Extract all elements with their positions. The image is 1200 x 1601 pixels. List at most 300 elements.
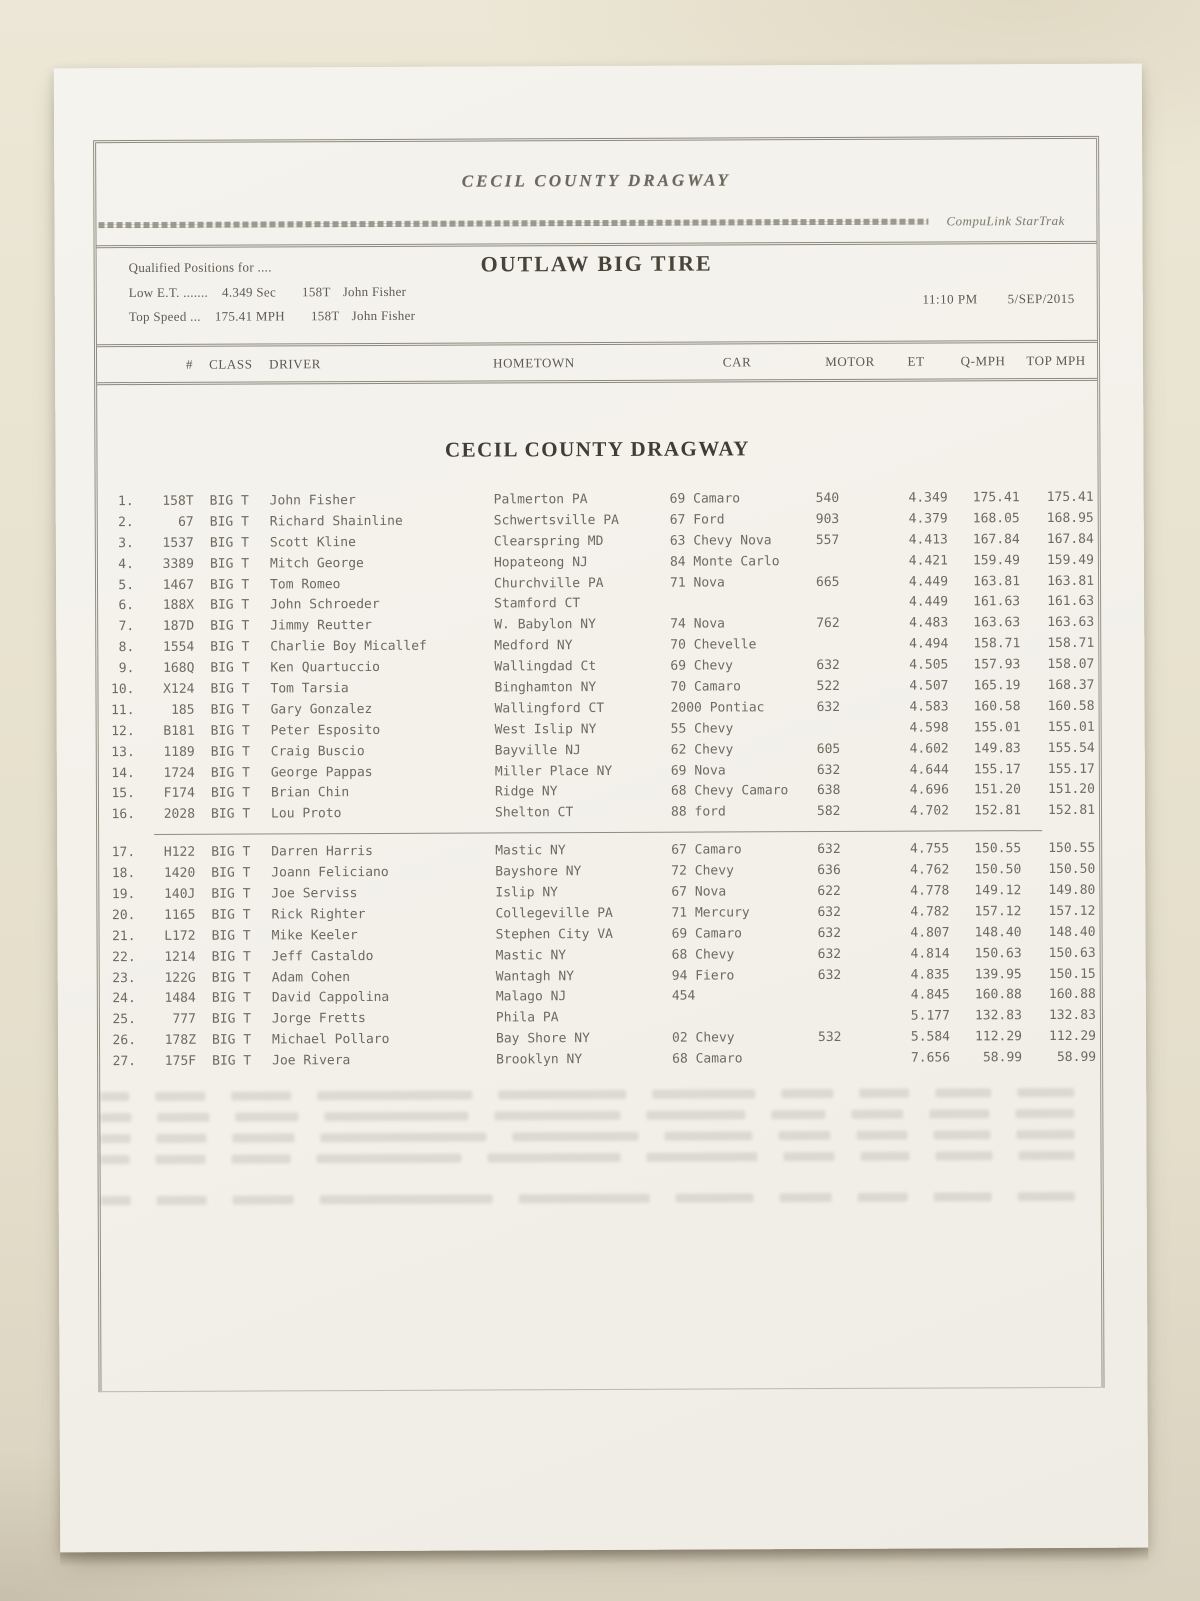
- cell-top: 158.07: [1047, 656, 1095, 673]
- column-header: DRIVER: [269, 355, 322, 371]
- cell-hometown: Islip NY: [495, 885, 559, 901]
- cell-hometown: Mastic NY: [495, 947, 567, 964]
- dotted-rule: [98, 219, 928, 229]
- cell-num: 140J: [164, 886, 196, 902]
- cell-cls: BIG T: [211, 949, 251, 965]
- cell-cls: BIG T: [209, 577, 250, 593]
- page-border-frame: [93, 136, 1104, 1392]
- cell-hometown: West Islip NY: [494, 721, 597, 738]
- cell-cls: BIG T: [210, 785, 251, 802]
- cell-driver: Charlie Boy Micallef: [270, 638, 427, 655]
- cell-num: 1189: [163, 744, 195, 760]
- cell-motor: 540: [815, 490, 840, 506]
- cell-rank: 21.: [112, 928, 136, 944]
- cell-qmph: 58.99: [982, 1050, 1023, 1066]
- cell-cls: BIG T: [211, 907, 251, 923]
- print-datetime: [922, 291, 1074, 308]
- cell-hometown: Hopateong NJ: [493, 554, 588, 571]
- cell-qmph: 132.83: [974, 1008, 1022, 1024]
- cell-top: 155.17: [1047, 761, 1095, 777]
- cell-driver: Darren Harris: [271, 844, 373, 860]
- cell-car: 74 Nova: [670, 616, 726, 632]
- top-speed-label: Top Speed ...: [128, 308, 201, 325]
- cell-car: 67 Camaro: [671, 842, 742, 858]
- separator-rule-row: [96, 213, 1096, 233]
- cell-et: 4.782: [910, 904, 950, 920]
- cell-top: 167.84: [1046, 531, 1094, 547]
- cell-driver: Jeff Castaldo: [271, 948, 374, 965]
- ghost-text-smudge: [512, 1132, 639, 1142]
- cell-top: 175.41: [1046, 489, 1094, 505]
- ghost-text-smudge: [935, 1088, 992, 1097]
- printed-sheet: [54, 64, 1148, 1553]
- low-et-value: 4.349 Sec: [222, 284, 277, 300]
- cell-num: 1214: [164, 949, 196, 965]
- cell-driver: Ken Quartuccio: [270, 660, 380, 676]
- cell-motor: 605: [816, 741, 841, 757]
- ghost-text-smudge: [235, 1112, 298, 1121]
- cell-cls: BIG T: [211, 928, 251, 944]
- cell-top: 151.20: [1047, 782, 1095, 798]
- cell-rank: 7.: [118, 619, 135, 635]
- cell-qmph: 152.81: [974, 803, 1022, 819]
- results-section-title: CECIL COUNTY DRAGWAY: [444, 436, 750, 462]
- cell-hometown: Bay Shore NY: [495, 1031, 590, 1047]
- cell-cls: BIG T: [211, 990, 252, 1007]
- cell-driver: Joe Rivera: [272, 1053, 351, 1069]
- cell-motor: 632: [816, 658, 840, 674]
- cell-hometown: Brooklyn NY: [496, 1052, 583, 1068]
- cell-hometown: Churchville PA: [493, 575, 604, 591]
- cell-qmph: 158.71: [973, 636, 1021, 652]
- cell-motor: 762: [816, 616, 840, 632]
- cell-top: 158.71: [1047, 636, 1095, 652]
- low-et-car-number: 158T: [301, 284, 331, 300]
- ghost-row: [101, 1186, 1101, 1211]
- ghost-text-smudge: [494, 1111, 620, 1121]
- cell-qmph: 157.12: [974, 904, 1022, 920]
- cell-qmph: 161.63: [973, 594, 1021, 610]
- column-header: #: [185, 356, 194, 372]
- cell-rank: 4.: [118, 556, 134, 572]
- cell-et: 4.762: [910, 862, 950, 878]
- cell-top: 150.63: [1048, 945, 1096, 961]
- cell-hometown: Binghamton NY: [494, 679, 597, 696]
- cell-car: 69 Camaro: [671, 926, 743, 942]
- cell-rank: 22.: [112, 949, 136, 965]
- ghost-text-smudge: [157, 1113, 209, 1122]
- cell-cls: BIG T: [211, 1011, 252, 1028]
- cell-qmph: 168.05: [972, 510, 1020, 527]
- cell-car: 62 Chevy: [670, 742, 734, 758]
- cell-hometown: Phila PA: [495, 1010, 559, 1026]
- ghost-text-smudge: [782, 1089, 834, 1098]
- cell-top: 157.12: [1048, 903, 1096, 919]
- ghost-text-smudge: [929, 1109, 988, 1118]
- cell-car: 71 Mercury: [671, 905, 750, 921]
- ghost-text-smudge: [320, 1132, 486, 1142]
- cell-motor: 638: [816, 783, 841, 799]
- ghost-text-smudge: [646, 1110, 745, 1119]
- ghost-text-smudge: [101, 1155, 130, 1164]
- ghost-text-smudge: [646, 1152, 757, 1161]
- cell-num: 168Q: [163, 660, 195, 676]
- cell-hometown: Wallingdad Ct: [494, 659, 597, 675]
- cell-driver: Jorge Fretts: [271, 1011, 366, 1027]
- cell-rank: 19.: [111, 887, 136, 903]
- cell-car: 67 Nova: [671, 884, 727, 900]
- column-header: CAR: [722, 353, 752, 369]
- ghost-text-smudge: [100, 1092, 129, 1101]
- cell-driver: Craig Buscio: [270, 743, 365, 760]
- cell-rank: 5.: [118, 577, 135, 593]
- ghost-text-smudge: [653, 1089, 756, 1098]
- column-header: ET: [907, 353, 925, 369]
- cell-rank: 27.: [112, 1054, 137, 1070]
- cell-hometown: Wallingford CT: [494, 700, 605, 717]
- cell-qmph: 159.49: [972, 552, 1020, 568]
- timing-system-label: CompuLink StarTrak: [946, 212, 1065, 229]
- cell-car: 02 Chevy: [671, 1030, 735, 1046]
- table-row: [99, 800, 1099, 825]
- ghost-text-smudge: [100, 1113, 131, 1122]
- cell-top: 160.58: [1047, 698, 1095, 714]
- cell-motor: 636: [817, 863, 841, 879]
- cell-driver: Jimmy Reutter: [270, 618, 372, 634]
- cell-et: 4.696: [909, 782, 949, 799]
- top-speed-car-number: 158T: [310, 308, 340, 324]
- column-headers: [97, 343, 1097, 385]
- ghost-text-smudge: [498, 1090, 627, 1100]
- results-table-body: [98, 487, 1101, 1072]
- cell-driver: Michael Pollaro: [271, 1032, 390, 1048]
- cell-car: 94 Fiero: [671, 967, 735, 984]
- cell-num: H122: [163, 844, 196, 861]
- cell-rank: 1.: [117, 493, 134, 510]
- cell-num: 1724: [163, 765, 195, 781]
- cell-et: 4.755: [910, 841, 950, 857]
- ghost-text-smudge: [233, 1133, 294, 1142]
- cell-et: 4.379: [908, 511, 948, 527]
- ghost-text-smudge: [519, 1194, 649, 1204]
- top-speed-value: 175.41 MPH: [214, 308, 286, 324]
- top-speed-driver: John Fisher: [351, 307, 416, 324]
- cell-cls: BIG T: [209, 535, 250, 551]
- cell-top: 168.95: [1046, 510, 1094, 526]
- ghost-text-smudge: [771, 1110, 825, 1119]
- cell-rank: 18.: [111, 866, 136, 882]
- cell-et: 4.449: [908, 573, 949, 590]
- cell-et: 4.598: [909, 720, 949, 736]
- ghost-text-smudge: [1017, 1130, 1075, 1139]
- ghost-text-smudge: [155, 1092, 205, 1101]
- cell-motor: 622: [817, 883, 841, 900]
- cell-motor: 632: [817, 904, 841, 920]
- ghost-text-smudge: [156, 1154, 206, 1163]
- column-header: TOP MPH: [1026, 352, 1086, 368]
- cell-cls: BIG T: [210, 597, 250, 614]
- cell-rank: 23.: [112, 970, 136, 986]
- cell-et: 4.702: [909, 803, 950, 819]
- paper-bottom-shadow: [60, 1548, 1148, 1567]
- cell-rank: 9.: [118, 661, 135, 677]
- cell-hometown: Stamford CT: [494, 596, 581, 612]
- cell-cls: BIG T: [211, 844, 251, 860]
- cell-cls: BIG T: [209, 556, 250, 572]
- cell-driver: Tom Tarsia: [270, 681, 349, 697]
- cell-cls: BIG T: [210, 744, 250, 760]
- cell-rank: 14.: [111, 765, 135, 781]
- cell-qmph: 149.12: [974, 883, 1022, 899]
- cell-et: 4.421: [908, 553, 948, 569]
- cell-top: 150.15: [1048, 966, 1096, 982]
- cell-num: 3389: [162, 556, 194, 572]
- ghost-text-smudge: [1018, 1151, 1074, 1160]
- cell-qmph: 155.17: [973, 761, 1021, 777]
- cell-et: 4.349: [908, 490, 948, 506]
- cell-num: 1484: [164, 991, 196, 1007]
- low-et-driver: John Fisher: [342, 283, 407, 300]
- cell-rank: 26.: [112, 1033, 137, 1049]
- cell-top: 155.01: [1047, 719, 1095, 735]
- ghost-text-smudge: [317, 1091, 472, 1101]
- cell-et: 4.449: [908, 594, 949, 611]
- cell-rank: 2.: [118, 514, 134, 530]
- ghost-text-smudge: [1015, 1109, 1074, 1118]
- cell-top: 160.88: [1048, 987, 1096, 1003]
- cell-top: 150.55: [1048, 841, 1096, 857]
- cell-rank: 16.: [111, 807, 136, 823]
- cell-cls: BIG T: [211, 970, 251, 986]
- cell-rank: 17.: [111, 845, 136, 861]
- cell-top: 163.81: [1047, 573, 1095, 589]
- column-header: CLASS: [209, 356, 253, 372]
- cell-et: 4.807: [910, 925, 950, 941]
- cell-top: 168.37: [1047, 677, 1095, 694]
- cell-cls: BIG T: [212, 1053, 252, 1069]
- cell-driver: Gary Gonzalez: [270, 701, 373, 718]
- ghost-text-smudge: [936, 1151, 992, 1160]
- ghost-text-smudge: [1018, 1088, 1075, 1097]
- cell-hometown: Shelton CT: [494, 805, 574, 821]
- cell-qmph: 149.83: [973, 740, 1021, 756]
- cell-driver: Lou Proto: [270, 806, 342, 822]
- cell-car: 69 Nova: [670, 762, 726, 779]
- cell-qmph: 167.84: [972, 531, 1020, 548]
- cell-num: 158T: [162, 493, 194, 509]
- ghost-text-smudge: [675, 1194, 753, 1203]
- cell-rank: 20.: [111, 907, 136, 923]
- cell-driver: John Schroeder: [270, 597, 380, 613]
- cell-car: 68 Chevy Camaro: [670, 783, 789, 800]
- cell-hometown: Bayshore NY: [495, 864, 582, 880]
- cell-cls: BIG T: [211, 865, 251, 881]
- ghost-text-smudge: [324, 1111, 468, 1121]
- cell-num: 122G: [164, 970, 196, 986]
- cell-rank: 11.: [111, 702, 135, 718]
- cell-car: 68 Camaro: [672, 1051, 743, 1067]
- cell-motor: 532: [817, 1030, 842, 1046]
- ghost-text-smudge: [856, 1130, 907, 1139]
- cell-num: 185: [171, 702, 195, 718]
- cell-top: 148.40: [1048, 924, 1096, 940]
- cell-cls: BIG T: [210, 639, 250, 655]
- ghost-text-smudge: [860, 1151, 910, 1160]
- cell-hometown: Malago NJ: [495, 989, 567, 1005]
- column-header: HOMETOWN: [493, 354, 575, 370]
- cell-num: 187D: [162, 619, 195, 635]
- cell-driver: Mike Keeler: [271, 927, 358, 944]
- ghost-text-smudge: [778, 1131, 830, 1140]
- cell-et: 4.494: [909, 636, 949, 652]
- cell-cls: BIG T: [210, 806, 251, 822]
- cell-qmph: 112.29: [975, 1029, 1023, 1045]
- cell-rank: 8.: [118, 640, 135, 656]
- cell-num: 178Z: [164, 1032, 197, 1049]
- cell-rank: 13.: [111, 744, 135, 760]
- cell-top: 155.54: [1047, 740, 1095, 756]
- cell-car: 72 Chevy: [671, 863, 734, 879]
- ghost-text-smudge: [156, 1133, 207, 1142]
- ghost-text-smudge: [1017, 1192, 1074, 1201]
- cell-driver: Peter Esposito: [270, 722, 381, 739]
- cell-et: 4.845: [910, 987, 950, 1004]
- ghost-text-smudge: [859, 1089, 909, 1098]
- cell-motor: 632: [816, 699, 841, 715]
- cell-rank: 10.: [110, 681, 135, 698]
- ghost-text-smudge: [851, 1110, 903, 1119]
- cell-hometown: Collegeville PA: [495, 905, 613, 922]
- cell-driver: Mitch George: [269, 555, 364, 572]
- cell-num: 1420: [163, 865, 196, 881]
- cell-hometown: Mastic NY: [495, 843, 566, 859]
- cell-car: 88 ford: [670, 804, 726, 820]
- cell-motor: 632: [817, 842, 841, 858]
- cell-cls: BIG T: [210, 681, 250, 697]
- ghost-text-smudge: [231, 1154, 291, 1163]
- cell-car: 70 Camaro: [670, 679, 741, 695]
- cell-cls: BIG T: [210, 723, 250, 739]
- cell-qmph: 150.55: [974, 841, 1022, 857]
- low-et-label: Low E.T. .......: [128, 284, 209, 301]
- cell-driver: Tom Romeo: [269, 576, 341, 592]
- cell-driver: John Fisher: [269, 493, 356, 509]
- cell-driver: Scott Kline: [269, 534, 356, 551]
- cell-et: 4.483: [909, 615, 949, 631]
- cell-et: 7.656: [910, 1050, 951, 1066]
- cell-car: 2000 Pontiac: [670, 700, 765, 716]
- cell-et: 4.507: [909, 678, 949, 694]
- cell-top: 132.83: [1048, 1008, 1096, 1024]
- cell-et: 4.583: [909, 699, 949, 715]
- cell-hometown: Bayville NJ: [494, 742, 581, 759]
- cell-driver: Richard Shainline: [269, 513, 403, 530]
- ghost-text-smudge: [665, 1131, 752, 1140]
- ghost-text-smudge: [488, 1153, 620, 1163]
- ghost-text-smudge: [780, 1193, 832, 1202]
- ghost-text-smudge: [319, 1195, 493, 1205]
- cell-rank: 12.: [111, 723, 135, 739]
- cell-et: 4.602: [909, 741, 949, 757]
- cell-car: 67 Ford: [669, 512, 725, 528]
- cell-cls: BIG T: [211, 1032, 252, 1048]
- cell-cls: BIG T: [209, 514, 249, 530]
- cell-motor: 632: [816, 762, 841, 778]
- cell-car: 63 Chevy Nova: [669, 532, 772, 549]
- cell-hometown: Clearspring MD: [493, 533, 604, 550]
- ghost-text-smudge: [783, 1152, 834, 1161]
- cell-driver: David Cappolina: [271, 990, 390, 1006]
- cell-num: F174: [163, 786, 195, 802]
- cell-qmph: 160.88: [974, 987, 1022, 1003]
- cell-num: 1537: [162, 535, 194, 551]
- cell-cls: BIG T: [210, 765, 251, 781]
- cell-et: 4.413: [908, 532, 948, 548]
- cell-num: 175F: [164, 1053, 197, 1069]
- cell-num: 67: [178, 514, 194, 530]
- cell-motor: 522: [816, 678, 840, 695]
- cell-hometown: Schwertsville PA: [493, 512, 620, 529]
- cell-motor: 903: [815, 511, 840, 527]
- print-time: 11:10 PM: [922, 291, 978, 307]
- cell-top: 152.81: [1048, 803, 1096, 819]
- cell-hometown: Palmerton PA: [493, 491, 588, 508]
- cell-cls: BIG T: [210, 618, 250, 634]
- cell-qmph: 163.63: [973, 615, 1021, 631]
- cell-driver: George Pappas: [270, 764, 373, 780]
- track-title-header: CECIL COUNTY DRAGWAY: [461, 170, 731, 191]
- cell-car: 454: [671, 989, 696, 1005]
- print-date: 5/SEP/2015: [1007, 290, 1075, 307]
- cell-top: 163.63: [1047, 615, 1095, 631]
- cell-motor: 582: [816, 804, 841, 820]
- cell-et: 4.814: [910, 946, 950, 962]
- cell-num: 188X: [162, 598, 195, 614]
- cell-top: 159.49: [1046, 552, 1094, 568]
- cell-top: 112.29: [1049, 1029, 1097, 1045]
- cell-qmph: 151.20: [973, 782, 1021, 798]
- cell-hometown: Ridge NY: [494, 784, 558, 800]
- cell-driver: Adam Cohen: [271, 969, 351, 985]
- ghost-text-smudge: [156, 1196, 206, 1205]
- low-et-line: [129, 284, 407, 301]
- cell-hometown: Medford NY: [494, 638, 573, 654]
- ghost-text-smudge: [101, 1196, 131, 1205]
- cell-hometown: Stephen City VA: [495, 926, 613, 943]
- cell-rank: 15.: [111, 786, 135, 802]
- cell-rank: 3.: [118, 535, 134, 551]
- cell-cls: BIG T: [210, 660, 250, 676]
- cell-qmph: 139.95: [974, 966, 1022, 982]
- cell-top: 150.50: [1048, 861, 1096, 878]
- cell-hometown: Wantagh NY: [495, 968, 575, 984]
- cell-qmph: 160.58: [973, 699, 1021, 715]
- cell-driver: Joe Serviss: [271, 886, 358, 902]
- cell-rank: 24.: [112, 991, 136, 1007]
- qualified-positions-label: Qualified Positions for ....: [128, 259, 272, 276]
- cell-num: 777: [172, 1012, 196, 1028]
- cell-rank: 6.: [118, 598, 135, 614]
- cell-car: 84 Monte Carlo: [669, 553, 780, 570]
- ghost-text-smudge: [934, 1193, 991, 1202]
- cell-top: 161.63: [1047, 594, 1095, 610]
- cell-car: 69 Camaro: [669, 491, 741, 507]
- column-header: MOTOR: [825, 353, 875, 369]
- section-separator-line: [154, 830, 1042, 835]
- cell-rank: 25.: [112, 1012, 136, 1028]
- cell-motor: 632: [817, 925, 842, 941]
- cell-motor: 665: [815, 574, 840, 590]
